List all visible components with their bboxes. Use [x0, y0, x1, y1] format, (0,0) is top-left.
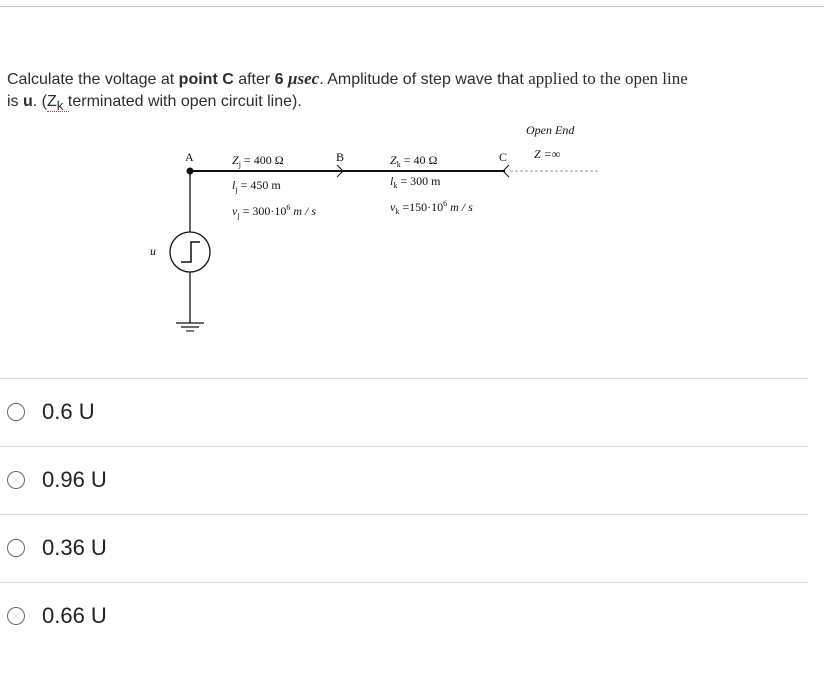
circuit-diagram	[0, 110, 640, 340]
line1-length: $l_j = 450$ m	[232, 178, 281, 194]
question-zk	[47, 93, 64, 114]
question-bold-time: 6	[274, 71, 284, 88]
option-label[interactable]: 0.96 U	[42, 467, 107, 492]
node-b-label: B	[336, 150, 345, 164]
top-divider	[0, 6, 824, 7]
question-part: after	[233, 71, 275, 88]
source-u-label: u	[150, 244, 156, 258]
line1-impedance: $Z_j = 400$ Ω	[232, 153, 284, 169]
open-end-label: Open End	[526, 123, 575, 137]
question-part: Calculate the voltage at	[7, 71, 179, 88]
radio-button[interactable]	[7, 403, 25, 421]
question-bold-u: u	[23, 93, 33, 110]
option-label[interactable]: 0.6 U	[42, 399, 95, 424]
zk-sub: k	[56, 98, 64, 114]
line2-length: $l_k = 300$ m	[390, 174, 441, 190]
question-part: is	[7, 93, 23, 110]
question-serif-part: applied to the open line	[528, 69, 688, 88]
option-row[interactable]	[0, 446, 808, 514]
option-label[interactable]: 0.66 U	[42, 603, 107, 628]
line2-impedance: $Z_k = 40$ Ω	[390, 153, 438, 169]
line1-velocity: $v_j = 300\cdot 10^6$ m / s	[232, 203, 316, 220]
option-row[interactable]	[0, 582, 808, 650]
radio-button[interactable]	[7, 607, 25, 625]
question-part: . Amplitude of step wave that	[319, 71, 529, 88]
question-bold-point: point C	[178, 71, 234, 88]
option-row[interactable]	[0, 378, 808, 446]
step-source-icon	[170, 232, 210, 272]
question-part: . (	[32, 93, 47, 110]
z-infinity-label: Z =∞	[534, 147, 561, 161]
question-part: terminated with open circuit line).	[63, 93, 302, 110]
zk-letter: Z	[47, 93, 57, 110]
line2-velocity: $v_k =150\cdot 10^6$ m / s	[390, 199, 473, 216]
option-label[interactable]: 0.36 U	[42, 535, 107, 560]
answer-options	[0, 378, 808, 650]
node-c-label: C	[499, 150, 508, 164]
question-unit: μsec	[288, 69, 320, 88]
option-row[interactable]	[0, 514, 808, 582]
node-a-label: A	[185, 150, 194, 164]
radio-button[interactable]	[7, 471, 25, 489]
radio-button[interactable]	[7, 539, 25, 557]
